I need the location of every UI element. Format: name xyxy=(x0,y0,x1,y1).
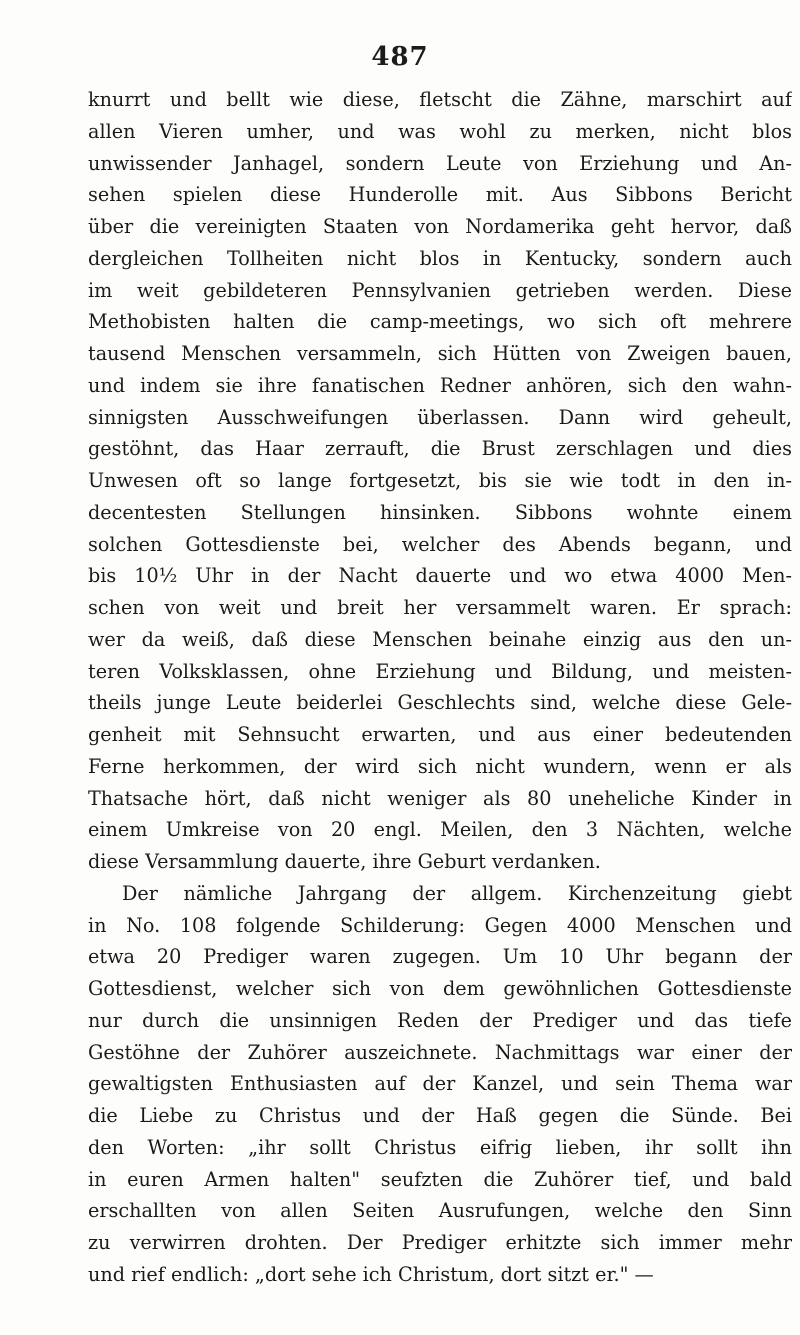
text-line: genheit mit Sehnsucht erwarten, und aus einer bedeutenden xyxy=(88,723,792,746)
text-line: Unwesen oft so lange fortgesetzt, bis sie wie todt in den in- xyxy=(88,469,792,492)
text-line: gewaltigsten Enthusiasten auf der Kanzel, und sein Thema war xyxy=(88,1072,792,1096)
text-line: theils junge Leute beiderlei Geschlechts sind, welche diese Gele- xyxy=(88,691,792,715)
text-line: gestöhnt, das Haar zerrauft, die Brust zerschlagen und dies xyxy=(88,437,792,461)
text-line: schen von weit und breit her versammelt waren. Er sprach: xyxy=(88,596,792,619)
text-line: Ferne herkommen, der wird sich nicht wundern, wenn er als xyxy=(88,754,792,778)
text-line: nur durch die unsinnigen Reden der Prediger und das tiefe xyxy=(88,1008,792,1032)
text-line: Gottesdienst, welcher sich von dem gewöhnlichen Gottesdienste xyxy=(88,977,792,1000)
text-line: die Liebe zu Christus und der Haß gegen die Sünde. Bei xyxy=(88,1104,792,1127)
text-line: unwissender Janhagel, sondern Leute von Erziehung und An- xyxy=(88,151,792,175)
text-line: decentesten Stellungen hinsinken. Sibbons wohnte einem xyxy=(88,500,792,524)
text-line: etwa 20 Prediger waren zugegen. Um 10 Uhr begann der xyxy=(88,945,792,969)
text-line: wer da weiß, daß diese Menschen beinahe einzig aus den un- xyxy=(88,627,792,651)
text-line: sehen spielen diese Hunderolle mit. Aus Sibbons Bericht xyxy=(88,183,792,207)
text-line: und indem sie ihre fanatischen Redner anhören, sich den wahn- xyxy=(88,373,792,397)
text-line: Thatsache hört, daß nicht weniger als 80 uneheliche Kinder in xyxy=(88,786,792,810)
text-line: Gestöhne der Zuhörer auszeichnete. Nachmittags war einer der xyxy=(88,1040,792,1064)
text-line: über die vereinigten Staaten von Nordamerika geht hervor, daß xyxy=(88,215,792,238)
text-line: allen Vieren umher, und was wohl zu merken, nicht blos xyxy=(88,119,792,143)
text-line: dergleichen Tollheiten nicht blos in Kentucky, sondern auch xyxy=(88,246,792,270)
text-line: knurrt und bellt wie diese, fletscht die Zähne, marschirt auf xyxy=(88,88,792,111)
text-line: zu verwirren drohten. Der Prediger erhitzte sich immer mehr xyxy=(88,1231,792,1254)
text-line: Der nämliche Jahrgang der allgem. Kirchenzeitung giebt xyxy=(122,881,792,905)
body-text xyxy=(88,84,792,1291)
text-line: bis 10½ Uhr in der Nacht dauerte und wo etwa 4000 Men- xyxy=(88,564,792,588)
text-line: solchen Gottesdienste bei, welcher des Abends begann, und xyxy=(88,532,792,556)
text-line: im weit gebildeteren Pennsylvanien getrieben werden. Diese xyxy=(88,278,792,302)
text-line: tausend Menschen versammeln, sich Hütten von Zweigen bauen, xyxy=(88,342,792,365)
text-line: erschallten von allen Seiten Ausrufungen, welche den Sinn xyxy=(88,1199,792,1223)
text-line: Methobisten halten die camp-meetings, wo sich oft mehrere xyxy=(88,310,792,334)
text-line: sinnigsten Ausschweifungen überlassen. Dann wird geheult, xyxy=(88,405,792,429)
text-line: den Worten: „ihr sollt Christus eifrig lieben, ihr sollt ihn xyxy=(88,1135,792,1159)
page-number: 487 xyxy=(371,42,429,72)
text-line: in No. 108 folgende Schilderung: Gegen 4000 Menschen und xyxy=(88,913,792,937)
text-line: einem Umkreise von 20 engl. Meilen, den 3 Nächten, welche xyxy=(88,818,792,842)
text-line: teren Volksklassen, ohne Erziehung und Bildung, und meisten- xyxy=(88,659,792,683)
text-line: in euren Armen halten" seufzten die Zuhörer tief, und bald xyxy=(88,1167,792,1191)
text-line: diese Versammlung dauerte, ihre Geburt verdanken. xyxy=(88,850,601,873)
text-line: und rief endlich: „dort sehe ich Christum, dort sitzt er." — xyxy=(88,1262,654,1286)
